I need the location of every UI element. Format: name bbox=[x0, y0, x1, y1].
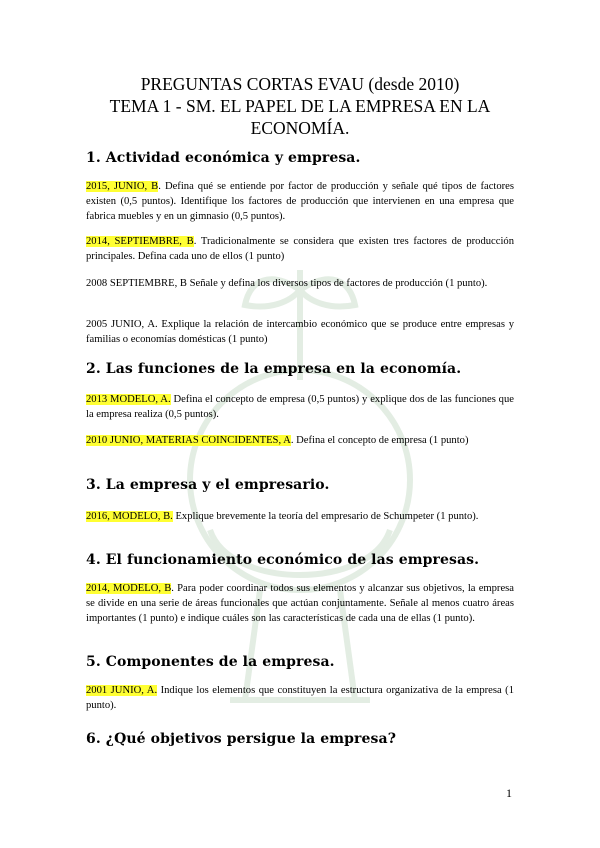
question-item bbox=[86, 684, 514, 714]
question-text: Indique los elementos que constituyen la estructura organizativa de la empresa (1 punto). bbox=[86, 685, 514, 711]
question-item bbox=[86, 393, 514, 423]
question-text: Explique brevemente la teoría del empresario de Schumpeter (1 punto). bbox=[172, 511, 479, 522]
question-item bbox=[86, 582, 514, 626]
plant-watermark-icon bbox=[150, 230, 450, 710]
section-heading-1: 1. Actividad económica y empresa. bbox=[86, 150, 361, 166]
question-ref: 2001 JUNIO, A. bbox=[86, 685, 158, 696]
section-heading-3: 3. La empresa y el empresario. bbox=[86, 477, 330, 493]
question-item bbox=[86, 277, 514, 292]
question-ref: 2014, SEPTIEMBRE, B bbox=[86, 236, 194, 247]
question-text: . Para poder coordinar todos sus elementos y alcanzar sus objetivos, la empresa se divide en una serie de áreas funcionales que actúan conjuntamente. Señale al menos cuatro áreas importantes (1 punto) e indique cuáles son las características de cada una de ellas (1 punto). bbox=[86, 583, 514, 624]
header-topic-cont: ECONOMÍA. bbox=[250, 118, 350, 138]
question-ref: 2015, JUNIO, B bbox=[86, 181, 159, 192]
header-title: PREGUNTAS CORTAS EVAU (desde 2010) bbox=[140, 74, 460, 94]
question-text: Defina el concepto de empresa (0,5 puntos) y explique dos de las funciones que la empresa realiza (0,5 puntos). bbox=[86, 394, 514, 420]
question-item bbox=[86, 180, 514, 224]
section-heading-6: 6. ¿Qué objetivos persigue la empresa? bbox=[86, 731, 396, 747]
question-text: 2008 SEPTIEMBRE, B Señale y defina los diversos tipos de factores de producción (1 punto). bbox=[86, 278, 488, 289]
question-item bbox=[86, 434, 514, 449]
question-item bbox=[86, 318, 514, 348]
question-text: 2005 JUNIO, A. Explique la relación de intercambio económico que se produce entre empresas y familias o economías domésticas (1 punto) bbox=[86, 319, 514, 345]
section-heading-4: 4. El funcionamiento económico de las empresas. bbox=[86, 552, 480, 568]
document-header bbox=[60, 73, 540, 139]
question-ref: 2010 JUNIO, MATERIAS COINCIDENTES, A bbox=[86, 435, 291, 446]
question-ref: 2016, MODELO, B. bbox=[86, 511, 173, 522]
question-text: . Defina qué se entiende por factor de producción y señale qué tipos de factores existen (0,5 puntos). Identifique los factores de producción que intervienen en una empresa que fabrica muebles y en un gimnasio (0,5 puntos). bbox=[86, 181, 515, 222]
section-heading-2: 2. Las funciones de la empresa en la economía. bbox=[86, 361, 462, 377]
question-item bbox=[86, 510, 514, 525]
page-number: 1 bbox=[506, 786, 512, 800]
section-heading-5: 5. Componentes de la empresa. bbox=[86, 654, 335, 670]
question-text: . Tradicionalmente se considera que existen tres factores de producción principales. Defina cada uno de ellos (1 punto) bbox=[86, 236, 514, 262]
header-topic: TEMA 1 - SM. EL PAPEL DE LA EMPRESA EN LA bbox=[109, 96, 491, 116]
question-text: . Defina el concepto de empresa (1 punto) bbox=[290, 435, 469, 446]
question-item bbox=[86, 235, 514, 265]
question-ref: 2013 MODELO, A. bbox=[86, 394, 171, 405]
question-ref: 2014, MODELO, B bbox=[86, 583, 172, 594]
